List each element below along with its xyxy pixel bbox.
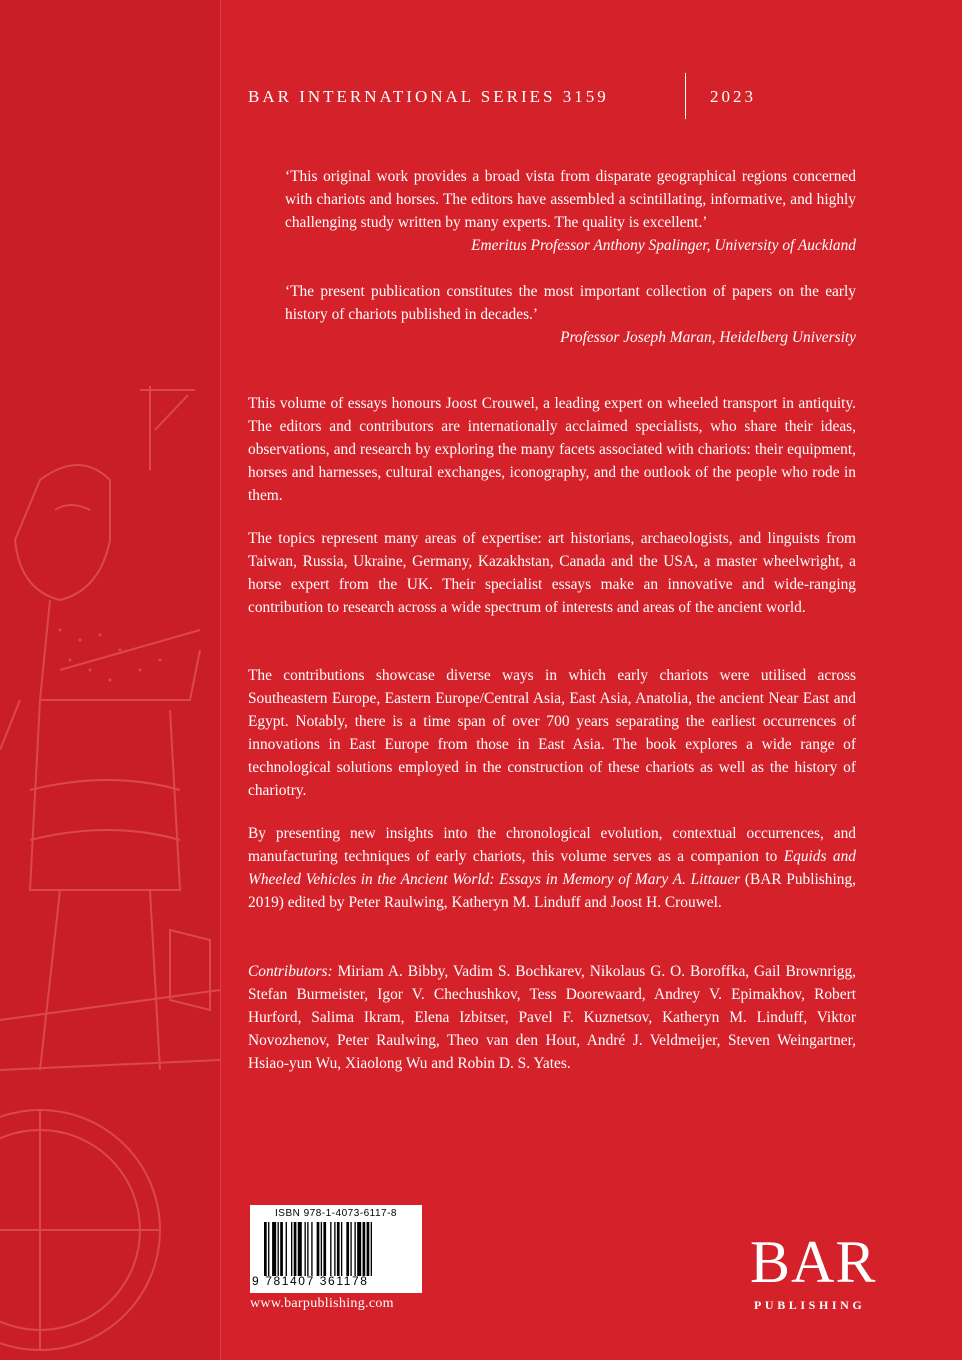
isbn-barcode — [250, 1205, 422, 1293]
chariot-illustration-icon — [0, 370, 220, 1360]
barcode-bar — [367, 1222, 370, 1276]
description-paragraph — [248, 822, 856, 914]
publisher-website[interactable]: www.barpublishing.com — [250, 1296, 394, 1311]
barcode-bar — [307, 1222, 308, 1276]
barcode-bar — [371, 1222, 372, 1276]
barcode-digits: 9 781407 361178 — [252, 1274, 369, 1288]
barcode-bar — [321, 1222, 322, 1276]
description-paragraph: The contributions showcase diverse ways in which early chariots were utilised across Southeastern Europe, Eastern Europe/Central Asia, East Asia, Anatolia, the ancient Near East and Egypt. Notably, there is a time span of over 700 years separating the earliest occurrences of innovations in East Europe from those in East Asia. The book explores a wide range of technological solutions employed in the construction of these chariots as well as the history of chariotry. — [248, 667, 856, 799]
publisher-logo: BAR — [750, 1229, 877, 1295]
barcode-bar — [334, 1222, 335, 1276]
barcode-bar — [323, 1222, 326, 1276]
contributors-label: Contributors: — [248, 963, 333, 980]
header-separator — [685, 73, 686, 119]
band-divider — [220, 0, 221, 1360]
barcode-bar — [264, 1222, 267, 1276]
barcode-bar — [278, 1222, 279, 1276]
p4-end: (BAR Publishing, 2019) edited by Peter Raulwing, Katheryn M. Linduff and Joost H. Crouwel. — [248, 871, 857, 911]
barcode-bar — [346, 1222, 349, 1276]
contributors-paragraph — [248, 960, 856, 1075]
description-paragraph: This volume of essays honours Joost Crouwel, a leading expert on wheeled transport in antiquity. The editors and contributors are internationally acclaimed specialists, who share their ideas, observations, and research by exploring the many facets associated with chariots: their equipment, horses and harnesses, cultural exchanges, iconography, and the outlook of the people who rode in them. — [248, 395, 856, 504]
barcode-bar — [286, 1222, 287, 1276]
barcode-bar — [350, 1222, 351, 1276]
publisher-logo-sub: PUBLISHING — [754, 1298, 866, 1312]
contributors-list: Miriam A. Bibby, Vadim S. Bochkarev, Nikolaus G. O. Boroffka, Gail Brownrigg, Stefan Burmeister, Igor V. Chechushkov, Tess Doorewaard, Andrey V. Epimakhov, Robert Hurford, Salima Ikram, Elena Izbitser, Pavel F. Kuznetsov, Katheryn M. Linduff, Viktor Novozhenov, Peter Raulwing, Theo van den Hout, André J. Veldmeijer, Steven Weingartner, Hsiao-yun Wu, Xiaolong Wu and Robin D. S. Yates. — [248, 963, 856, 1072]
barcode-bar — [294, 1222, 297, 1276]
barcode-bar — [330, 1222, 331, 1276]
barcode-bar — [298, 1222, 302, 1276]
series-title: BAR INTERNATIONAL SERIES 3159 — [248, 87, 609, 106]
barcode-bar — [341, 1222, 342, 1276]
barcode-bar — [317, 1222, 320, 1276]
quote-text: ‘This original work provides a broad vista from disparate geographical regions concerned with chariots and horses. The editors have assembled a scintillating, informative, and highly challenging study written by many experts. The quality is excellent.’ — [285, 168, 856, 231]
isbn-label: ISBN 978-1-4073-6117-8 — [275, 1208, 397, 1219]
barcode-bar — [291, 1222, 292, 1276]
barcode-bar — [268, 1222, 269, 1276]
barcode-bar — [305, 1222, 306, 1276]
quote-attribution: Professor Joseph Maran, Heidelberg University — [560, 329, 856, 346]
quote-attribution: Emeritus Professor Anthony Spalinger, University of Auckland — [471, 237, 856, 254]
publication-year: 2023 — [710, 87, 756, 106]
p4-start: By presenting new insights into the chronological evolution, contextual occurrences, and manufacturing techniques of early chariots, this volume serves as a companion to — [248, 825, 856, 865]
review-quote — [285, 165, 856, 257]
review-quote — [285, 280, 856, 349]
barcode-icon — [264, 1222, 416, 1276]
quote-text: ‘The present publication constitutes the most important collection of papers on the early history of chariots published in decades.’ — [285, 283, 856, 323]
barcode-bar — [337, 1222, 340, 1276]
description-paragraph: The topics represent many areas of expertise: art historians, archaeologists, and linguists from Taiwan, Russia, Ukraine, Germany, Kazakhstan, Canada and the USA, a master wheelwright, a horse expert from the UK. Their specialist essays make an innovative and wide-ranging contribution to research across a wide spectrum of interests and areas of the ancient world. — [248, 530, 856, 616]
barcode-bar — [363, 1222, 366, 1276]
barcode-bar — [311, 1222, 312, 1276]
barcode-bar — [272, 1222, 276, 1276]
barcode-bar — [357, 1222, 361, 1276]
companion-title: Equids and Wheeled Vehicles in the Ancient World: Essays in Memory of Mary A. Littauer — [248, 848, 857, 888]
barcode-bar — [354, 1222, 355, 1276]
barcode-bar — [280, 1222, 283, 1276]
